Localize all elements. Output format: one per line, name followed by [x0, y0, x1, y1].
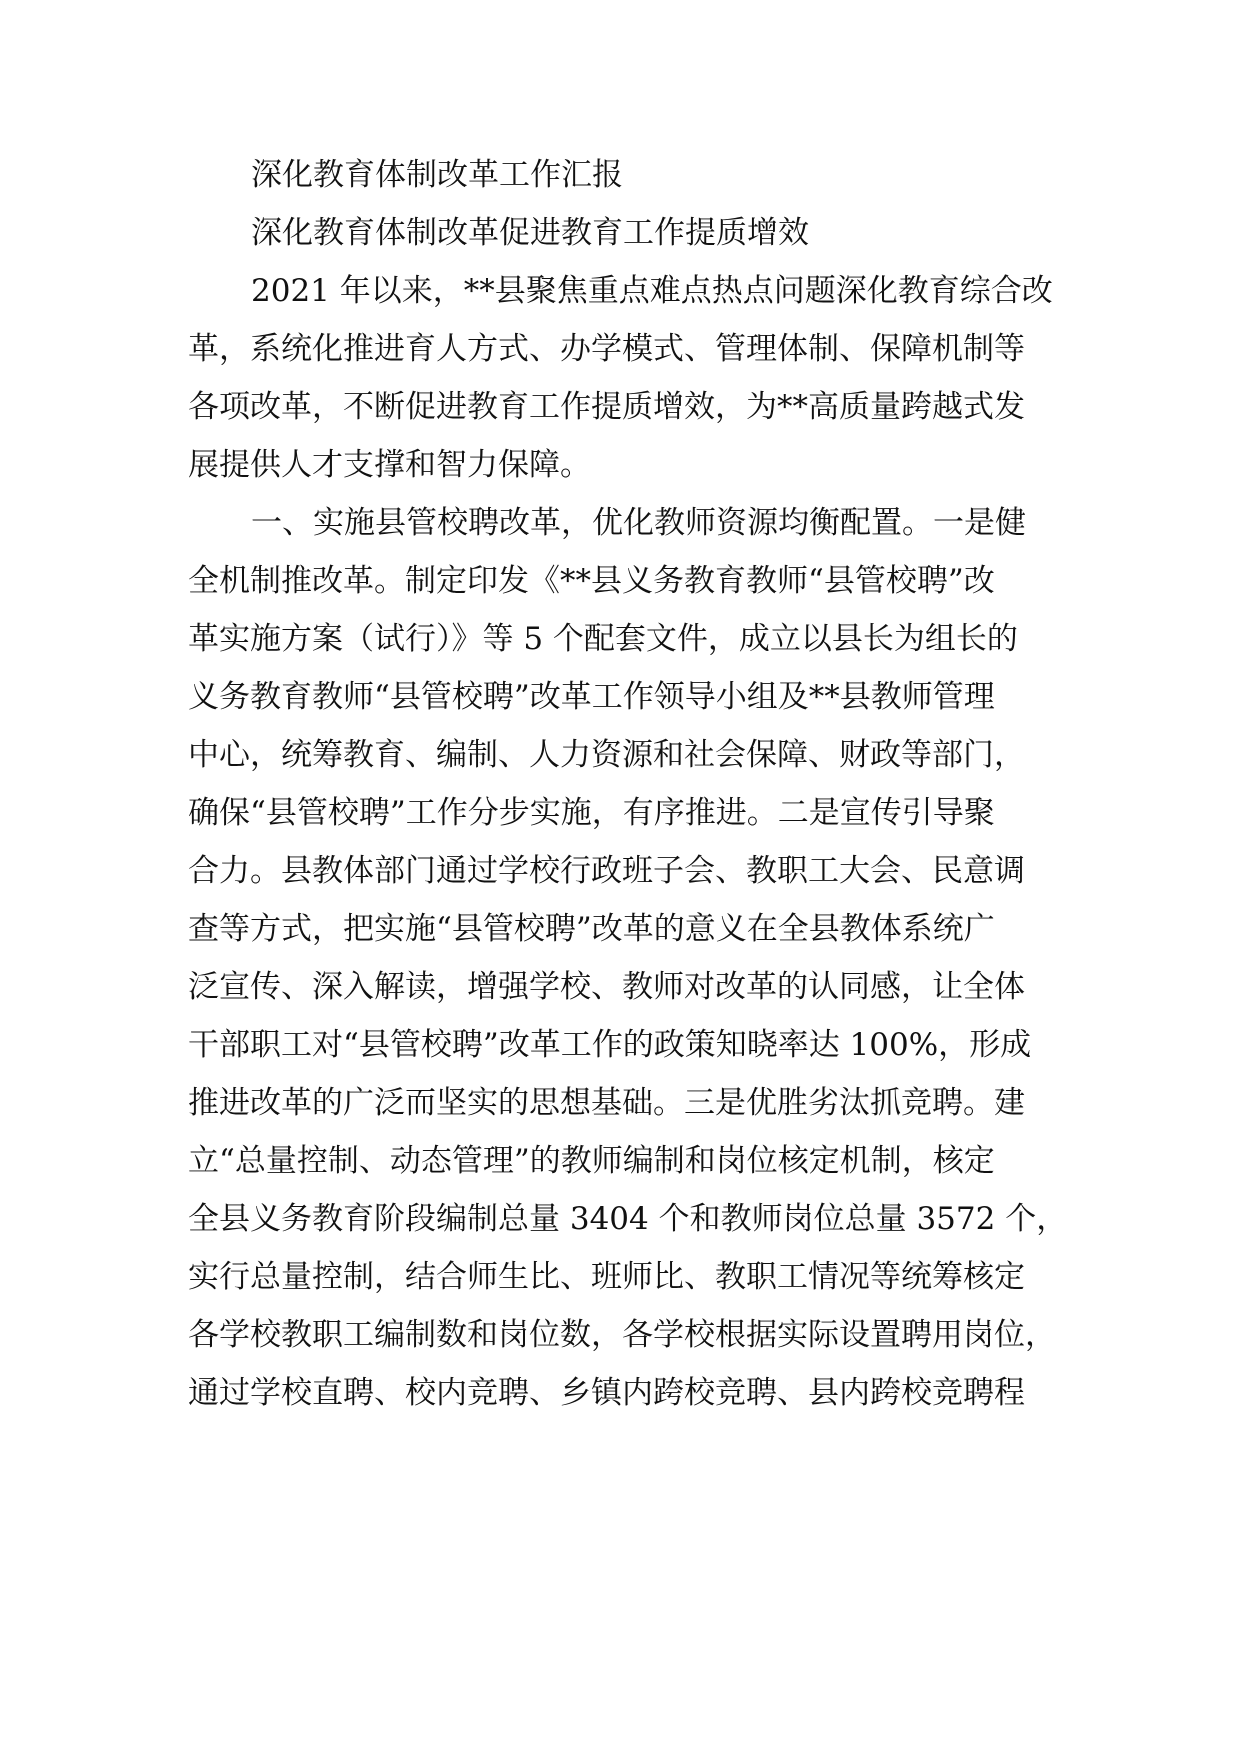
paragraph-2-line-15: 各学校教职工编制数和岗位数，各学校根据实际设置聘用岗位，	[188, 1317, 1056, 1353]
paragraph-2-line-2: 全机制推改革。制定印发《**县义务教育教师“县管校聘”改	[188, 563, 995, 599]
paragraph-1-line-2: 革，系统化推进育人方式、办学模式、管理体制、保障机制等	[188, 331, 1025, 367]
paragraph-1-line-3: 各项改革，不断促进教育工作提质增效，为**高质量跨越式发	[188, 389, 1025, 425]
paragraph-2-line-16: 通过学校直聘、校内竞聘、乡镇内跨校竞聘、县内跨校竞聘程	[188, 1375, 1025, 1411]
paragraph-2-line-14: 实行总量控制，结合师生比、班师比、教职工情况等统筹核定	[188, 1259, 1025, 1295]
paragraph-2-line-9: 泛宣传、深入解读，增强学校、教师对改革的认同感，让全体	[188, 969, 1025, 1005]
paragraph-1-line-4: 展提供人才支撑和智力保障。	[188, 447, 591, 483]
document-subtitle: 深化教育体制改革促进教育工作提质增效	[251, 215, 809, 251]
document-title: 深化教育体制改革工作汇报	[251, 157, 623, 193]
paragraph-2-line-10: 干部职工对“县管校聘”改革工作的政策知晓率达 100%，形成	[188, 1027, 1032, 1063]
paragraph-2-line-6: 确保“县管校聘”工作分步实施，有序推进。二是宣传引导聚	[188, 795, 995, 831]
paragraph-2-line-5: 中心，统筹教育、编制、人力资源和社会保障、财政等部门，	[188, 737, 1025, 773]
paragraph-2-line-4: 义务教育教师“县管校聘”改革工作领导小组及**县教师管理	[188, 679, 995, 715]
paragraph-2-line-3: 革实施方案（试行）》等 5 个配套文件，成立以县长为组长的	[188, 621, 1018, 657]
paragraph-2-line-12: 立“总量控制、动态管理”的教师编制和岗位核定机制，核定	[188, 1143, 995, 1179]
paragraph-2-line-11: 推进改革的广泛而坚实的思想基础。三是优胜劣汰抓竞聘。建	[188, 1085, 1025, 1121]
paragraph-1-line-1: 2021 年以来，**县聚焦重点难点热点问题深化教育综合改	[251, 273, 1053, 309]
paragraph-2-line-7: 合力。县教体部门通过学校行政班子会、教职工大会、民意调	[188, 853, 1025, 889]
paragraph-2-line-13: 全县义务教育阶段编制总量 3404 个和教师岗位总量 3572 个，	[188, 1201, 1068, 1237]
paragraph-2-line-8: 查等方式，把实施“县管校聘”改革的意义在全县教体系统广	[188, 911, 995, 947]
paragraph-2-line-1: 一、实施县管校聘改革，优化教师资源均衡配置。一是健	[251, 505, 1026, 541]
